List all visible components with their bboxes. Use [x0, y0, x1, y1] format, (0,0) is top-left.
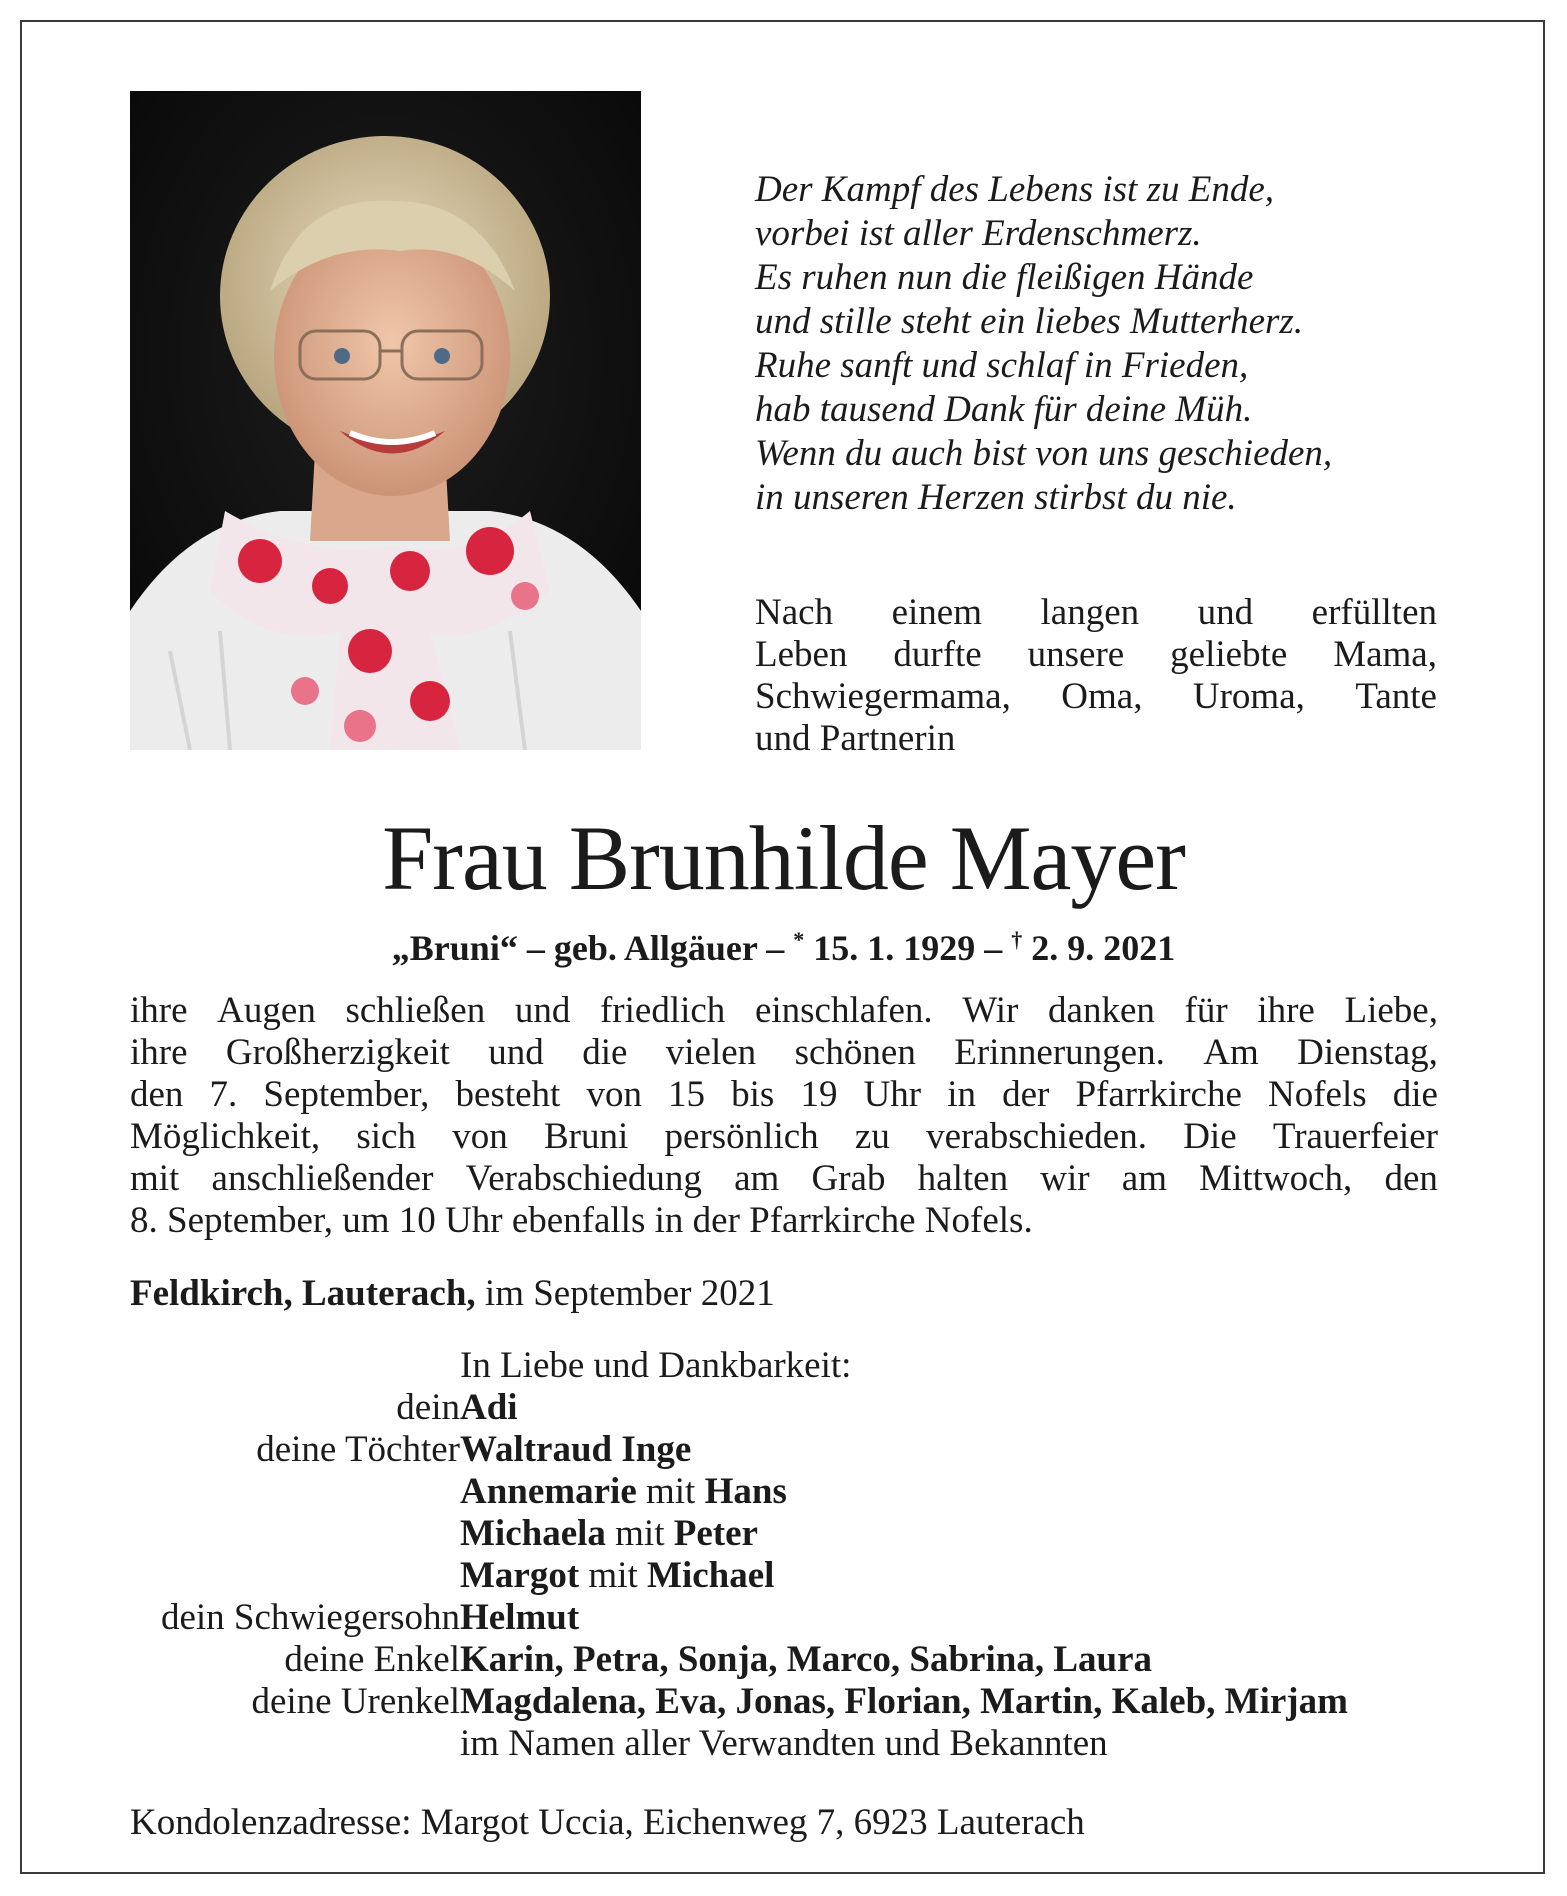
birth-symbol: *	[793, 927, 805, 952]
family-row	[130, 1723, 1460, 1765]
birth-name: geb. Allgäuer	[553, 928, 758, 968]
body-line: ihre Augen schließen und friedlich einschlafen. Wir danken für ihre Liebe,	[130, 990, 1438, 1031]
poem-line: und stille steht ein liebes Mutterherz.	[755, 301, 1304, 342]
family-role: dein	[396, 1387, 460, 1428]
poem-verse	[755, 168, 1455, 520]
family-row	[130, 1429, 1460, 1471]
body-line: Möglichkeit, sich von Bruni persönlich zu verabschieden. Die Trauerfeier	[130, 1116, 1438, 1157]
intro-paragraph	[755, 592, 1437, 760]
place-names: Feldkirch, Lauterach,	[130, 1273, 476, 1314]
family-row	[130, 1681, 1460, 1723]
birth-date: 15. 1. 1929	[813, 928, 976, 968]
family-role: deine Töchter	[256, 1429, 460, 1470]
family-heading-row	[130, 1345, 1460, 1387]
poem-line: Der Kampf des Lebens ist zu Ende,	[755, 169, 1274, 210]
family-role: deine Enkel	[284, 1639, 460, 1680]
family-names: Annemarie mit Hans	[460, 1471, 787, 1512]
family-names: Magdalena, Eva, Jonas, Florian, Martin, Kaleb, Mirjam	[460, 1681, 1348, 1722]
life-dates: „Bruni“ – geb. Allgäuer – * 15. 1. 1929 – † 2. 9. 2021	[391, 927, 1176, 968]
poem-line: Ruhe sanft und schlaf in Frieden,	[755, 345, 1249, 386]
family-row	[130, 1387, 1460, 1429]
family-names: Helmut	[460, 1597, 580, 1638]
family-row	[130, 1639, 1460, 1681]
family-names: Michaela mit Peter	[460, 1513, 758, 1554]
family-role	[130, 1471, 460, 1513]
body-line: mit anschließender Verabschiedung am Grab halten wir am Mittwoch, den	[130, 1158, 1438, 1199]
nickname: „Bruni“	[391, 928, 518, 968]
family-names: Adi	[460, 1387, 518, 1428]
family-heading: In Liebe und Dankbarkeit:	[460, 1345, 852, 1386]
family-role	[130, 1723, 460, 1765]
death-date: 2. 9. 2021	[1031, 928, 1176, 968]
poem-line: Wenn du auch bist von uns geschieden,	[755, 433, 1333, 474]
intro-line: Leben durfte unsere geliebte Mama,	[755, 634, 1437, 675]
death-symbol: †	[1011, 927, 1023, 952]
family-names: im Namen aller Verwandten und Bekannten	[460, 1723, 1108, 1764]
family-names: Margot mit Michael	[460, 1555, 775, 1596]
intro-line: und Partnerin	[755, 718, 956, 759]
family-role	[130, 1513, 460, 1555]
intro-line: Nach einem langen und erfüllten	[755, 592, 1437, 633]
family-role: dein Schwiegersohn	[160, 1597, 460, 1638]
deceased-name: Frau Brunhilde Mayer	[382, 807, 1185, 909]
body-line: den 7. September, besteht von 15 bis 19 Uhr in der Pfarrkirche Nofels die	[130, 1074, 1438, 1115]
family-row	[130, 1513, 1460, 1555]
family-row	[130, 1597, 1460, 1639]
body-line: 8. September, um 10 Uhr ebenfalls in der Pfarrkirche Nofels.	[130, 1200, 1033, 1241]
body-paragraph	[130, 990, 1438, 1242]
family-names: Karin, Petra, Sonja, Marco, Sabrina, Laura	[460, 1639, 1153, 1680]
date-text: im September 2021	[475, 1273, 775, 1314]
place-date-line	[130, 1273, 775, 1315]
family-role	[130, 1555, 460, 1597]
poem-line: in unseren Herzen stirbst du nie.	[755, 477, 1237, 518]
family-names: Waltraud Inge	[460, 1429, 692, 1470]
poem-line: vorbei ist aller Erdenschmerz.	[755, 213, 1202, 254]
poem-line: Es ruhen nun die fleißigen Hände	[755, 257, 1254, 298]
poem-line: hab tausend Dank für deine Müh.	[755, 389, 1253, 430]
intro-line: Schwiegermama, Oma, Uroma, Tante	[755, 676, 1437, 717]
family-list	[130, 1345, 1460, 1765]
condolence-address: Kondolenzadresse: Margot Uccia, Eichenweg 7, 6923 Lauterach	[130, 1802, 1085, 1843]
family-row	[130, 1471, 1460, 1513]
family-row	[130, 1555, 1460, 1597]
portrait-photo	[130, 91, 641, 750]
family-role: deine Urenkel	[251, 1681, 460, 1722]
body-line: ihre Großherzigkeit und die vielen schönen Erinnerungen. Am Dienstag,	[130, 1032, 1438, 1073]
